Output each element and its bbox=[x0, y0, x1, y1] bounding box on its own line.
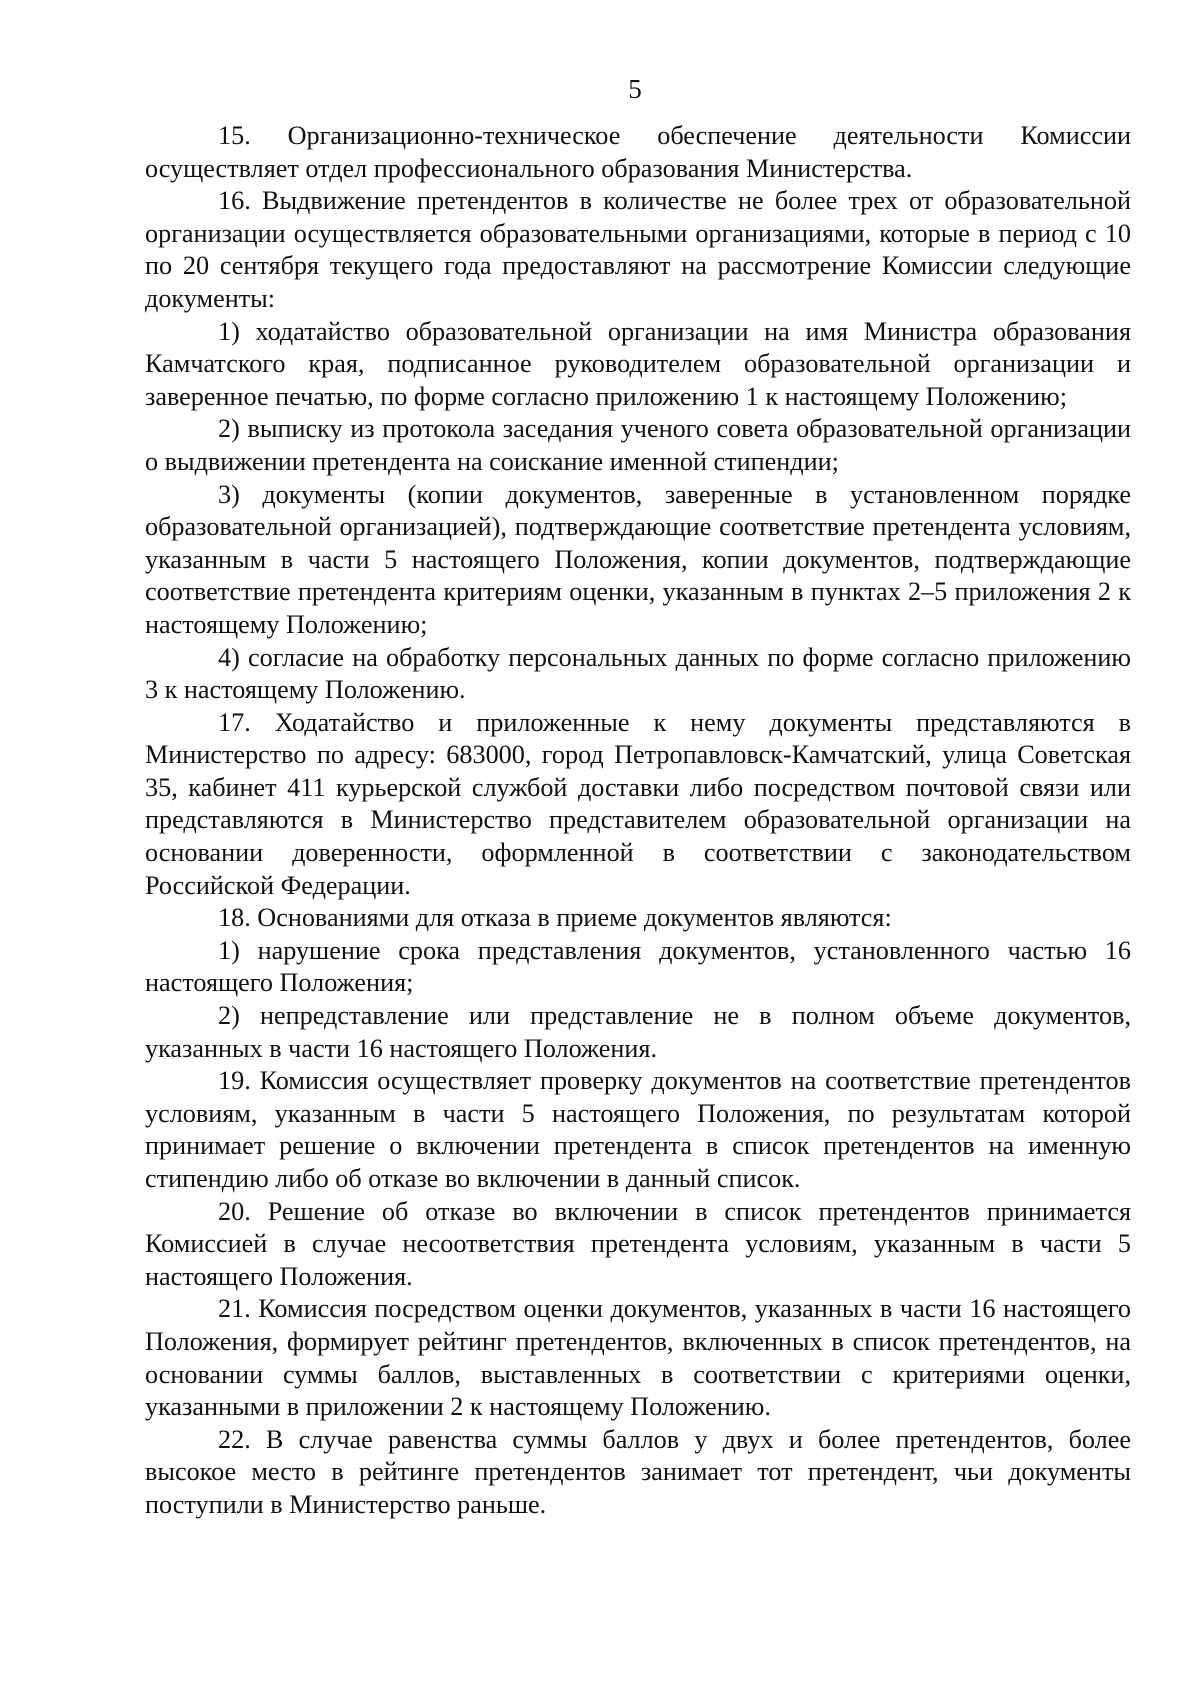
paragraph-21: 21. Комиссия посредством оценки документов, указанных в части 16 настоящего Положения, формирует рейтинг претендентов, включенных в список претендентов, на основании суммы баллов, выставленных в соответствии с критериями оценки, указанными в приложении 2 к настоящему Положению. bbox=[145, 1294, 1131, 1422]
paragraph-20: 20. Решение об отказе во включении в список претендентов принимается Комиссией в случае несоответствия претендента условиям, указанным в части 5 настоящего Положения. bbox=[145, 1196, 1131, 1291]
paragraph-18: 18. Основаниями для отказа в приеме документов являются: bbox=[218, 903, 892, 933]
paragraph-19: 19. Комиссия осуществляет проверку документов на соответствие претендентов условиям, указанным в части 5 настоящего Положения, по результатам которой принимает решение о включении претендента в список претендентов на именную стипендию либо об отказе во включении в данный список. bbox=[145, 1066, 1131, 1193]
paragraph-16-item-3: 3) документы (копии документов, заверенные в установленном порядке образовательной организацией), подтверждающие соответствие претендента условиям, указанным в части 5 настоящего Положения, копии документов, подтверждающие соответствие претендента критериям оценки, указанным в пунктах 2–5 приложения 2 к настоящему Положению; bbox=[145, 479, 1131, 639]
document-body bbox=[145, 120, 1131, 1522]
paragraph-17: 17. Ходатайство и приложенные к нему документы представляются в Министерство по адресу: 683000, город Петропавловск-Камчатский, улица Советская 35, кабинет 411 курьерской службой доставки либо посредством почтовой связи или представляются в Министерство представителем образовательной организации на основании доверенности, оформленной в соответствии с законодательством Российской Федерации. bbox=[145, 707, 1131, 900]
paragraph-18-item-2: 2) непредставление или представление не в полном объеме документов, указанных в части 16 настоящего Положения. bbox=[145, 1001, 1131, 1063]
paragraph-16: 16. Выдвижение претендентов в количестве не более трех от образовательной организации осуществляется образовательными организациями, которые в период с 10 по 20 сентября текущего года предоставляют на рассмотрение Комиссии следующие документы: bbox=[145, 186, 1131, 313]
paragraph-16-item-2: 2) выписку из протокола заседания ученого совета образовательной организации о выдвижении претендента на соискание именной стипендии; bbox=[145, 414, 1131, 476]
page-number: 5 bbox=[628, 74, 642, 104]
paragraph-15: 15. Организационно-техническое обеспечение деятельности Комиссии осуществляет отдел профессионального образования Министерства. bbox=[145, 121, 1131, 183]
paragraph-18-item-1: 1) нарушение срока представления документов, установленного частью 16 настоящего Положения; bbox=[145, 935, 1131, 998]
paragraph-16-item-4: 4) согласие на обработку персональных данных по форме согласно приложению 3 к настоящему Положению. bbox=[145, 642, 1131, 705]
paragraph-22: 22. В случае равенства суммы баллов у двух и более претендентов, более высокое место в рейтинге претендентов занимает тот претендент, чьи документы поступили в Министерство раньше. bbox=[145, 1424, 1131, 1519]
paragraph-16-item-1: 1) ходатайство образовательной организации на имя Министра образования Камчатского края, подписанное руководителем образовательной организации и заверенное печатью, по форме согласно приложению 1 к настоящему Положению; bbox=[145, 316, 1131, 411]
